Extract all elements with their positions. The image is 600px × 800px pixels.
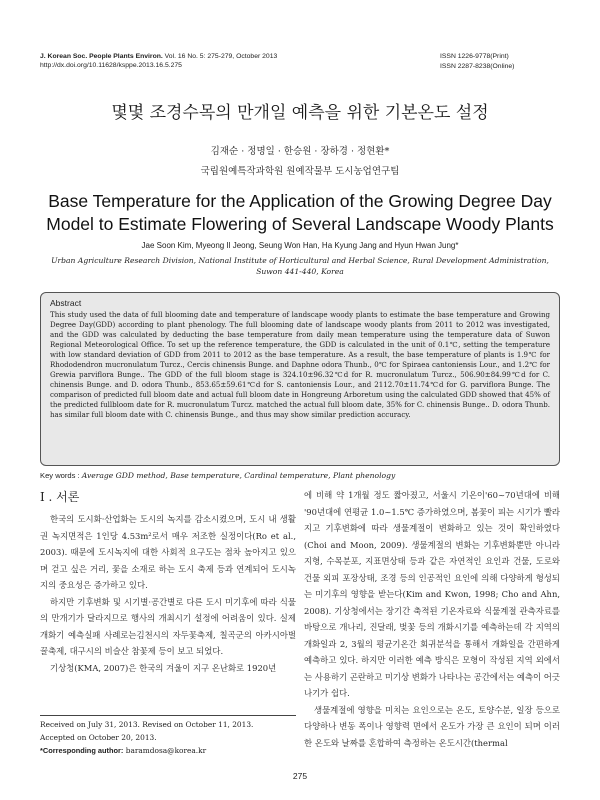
korean-title: 몇몇 조경수목의 만개일 예측을 위한 기본온도 설정 xyxy=(111,103,489,123)
journal-name: J. Korean Soc. People Plants Environ. xyxy=(40,53,163,60)
issn-online: ISSN 2287-8238(Online) xyxy=(440,63,515,70)
english-affiliation: Urban Agriculture Research Division, National Institute of Horticultural and Herbal Science, Rural Development Administration, Suwon 441-440, Korea xyxy=(51,256,549,276)
received-date: Received on July 31, 2013. Revised on October 11, 2013. xyxy=(40,720,254,729)
accepted-date: Accepted on October 20, 2013. xyxy=(40,733,157,742)
keywords xyxy=(40,470,560,481)
page-number: 275 xyxy=(292,771,308,781)
paragraph: 생물계절에 영향을 미치는 요인으로는 온도, 토양수분, 일장 등으로 다양하나 변동 폭이나 영향력 면에서 온도가 가장 큰 요인이 되며 이러한 온도와 날짜를 혼합하여 측정하는 온도시간(thermal xyxy=(304,704,560,748)
journal-header xyxy=(40,52,370,71)
left-column xyxy=(40,511,296,676)
abstract-heading: Abstract xyxy=(50,298,82,308)
keywords-label: Key words : xyxy=(40,471,82,480)
korean-affiliation: 국립원예특작과학원 원예작물부 도시농업연구팀 xyxy=(200,166,400,177)
corresponding-author xyxy=(40,745,300,757)
journal-volume: Vol. 16 No. 5: 275-279, October 2013 xyxy=(162,53,278,60)
paragraph: 하지만 기후변화 및 시기별·공간별로 다른 도시 미기후에 따라 식물의 만개기가 달라지므로 행사의 개최시기 설정에 어려움이 있다. 실제 개화기 예측실패 사례로는김천시의 자두꽃축제, 칠곡군의 아카시아벌꿀축제, 대구시의 비슬산 참꽃제 등이 보고 되었다. xyxy=(40,596,296,656)
paragraph: 한국의 도시화·산업화는 도시의 녹지를 감소시켰으며, 도시 내 생활권 녹지면적은 1인당 4.53m²로서 매우 저조한 실정이다(Ro et al., 2003). 때문에 도시녹지에 대한 사회적 요구도는 점차 높아지고 있으며 걷고 싶은 거리, 꽃을 소재로 하는 도시 축제 등과 연계되어 도시녹지의 중요성은 증가하고 있다. xyxy=(40,514,296,590)
paragraph: 기상청(KMA, 2007)은 한국의 겨울이 지구 온난화로 1920년 xyxy=(50,662,277,673)
issn-print: ISSN 1226-9778(Print) xyxy=(440,53,509,60)
corresponding-author-email[interactable]: baramdosa@korea.kr xyxy=(123,746,207,755)
footnote-divider xyxy=(40,715,296,716)
english-title: Base Temperature for the Application of the Growing Degree Day Model to Estimate Flowering of Several Landscape Woody Plants xyxy=(46,191,554,234)
journal-citation xyxy=(40,52,370,61)
korean-authors: 김재순 · 정명일 · 한승원 · 장하경 · 정현환* xyxy=(210,146,390,157)
abstract-body: This study used the data of full blooming date and temperature of landscape woody plants to estimate the base temperature and Growing Degree Day(GDD) according to plant phenology. The full blooming date of landscape woody plants from 2011 to 2012 was investigated, and the GDD was calculated by deducting the base temperature from daily mean temperature using the temperature data of Suwon Regional Meteorological Office. To set up the reference temperature, the GDD is calculated in the unit of 0.1℃, setting the temperature with low standard deviation of GDD from 2011 to 2012 as the base temperature. As a result, the base temperature of plants is 1.9℃ for Rhododendron mucronulatum Turcz., Cercis chinensis Bunge. and Daphne odora Thunb., 0℃ for Spiraea cantoniensis Lour., and 1.2℃ for Grewia parviflora Bunge.. The GDD of the full bloom stage is 324.10±96.32℃d for R. mucronulatum Turcz., 506.90±84.99℃d for C. chinensis Bunge. and D. odora Thunb., 853.65±59.61℃d for S. cantoniensis Lour., and 2112.70±11.74℃d for G. parviflora Bunge. The comparison of predicted full bloom date and actual full bloom date in Hongreung Arboretum using the calculated GDD showed that 45% of the predicted fullbloom date for R. mucronulatum Turcz. matched the actual full bloom date, 35% for C. chinensis Bunge.. D. odora Thunb. has similar full bloom date with C. chinensis Bunge., and thus may show similar prediction accuracy. xyxy=(50,310,550,419)
corresponding-author-label: *Corresponding author: xyxy=(40,746,124,755)
right-column xyxy=(304,487,560,751)
doi-link[interactable]: http://dx.doi.org/10.11628/ksppe.2013.16.5.275 xyxy=(40,62,182,69)
abstract-box xyxy=(40,292,560,466)
section-heading-introduction: I . 서론 xyxy=(40,490,80,504)
paragraph: 에 비해 약 1개월 정도 짧아졌고, 서울시 기온이'60~70년대에 비해 '90년대에 연평균 1.0~1.5℃ 증가하였으며, 봄꽃이 피는 시기가 빨라지고 기후변화에 따라 생물계절이 변화하고 있는 것이 확인하였다(Choi and Moon, 2009). 생물계절의 변화는 기후변화뿐만 아니라 지형, 수목분포, 지표면상태 등과 같은 자연적인 요인과 건물, 도로와 건물 외피 포장상태, 조경 등의 인공적인 요인에 의해 다양하게 형성되는 미기후의 영향을 받는다(Kim and Kwon, 1998; Cho and Ahn, 2008). 기상청에서는 장기간 축적된 기온자료와 식물계절 관측자료를 바탕으로 개나리, 진달래, 벚꽃 등의 개화시기를 예측하는데 각 지역의 개화일과 2, 3월의 평균기온간 회귀분석을 통해서 개화일을 간편하게 예측하고 있다. 하지만 이러한 예측 방식은 모형이 작성된 지역 외에서는 사용하기 곤란하고 미기상 변화가 나타나는 공간에서는 예측이 어긋나기가 쉽다. xyxy=(304,490,560,698)
english-authors: Jae Soon Kim, Myeong Il Jeong, Seung Won Han, Ha Kyung Jang and Hyun Hwan Jung* xyxy=(141,241,459,250)
keywords-text: Average GDD method, Base temperature, Cardinal temperature, Plant phenology xyxy=(81,471,396,480)
issn-block xyxy=(440,52,570,72)
